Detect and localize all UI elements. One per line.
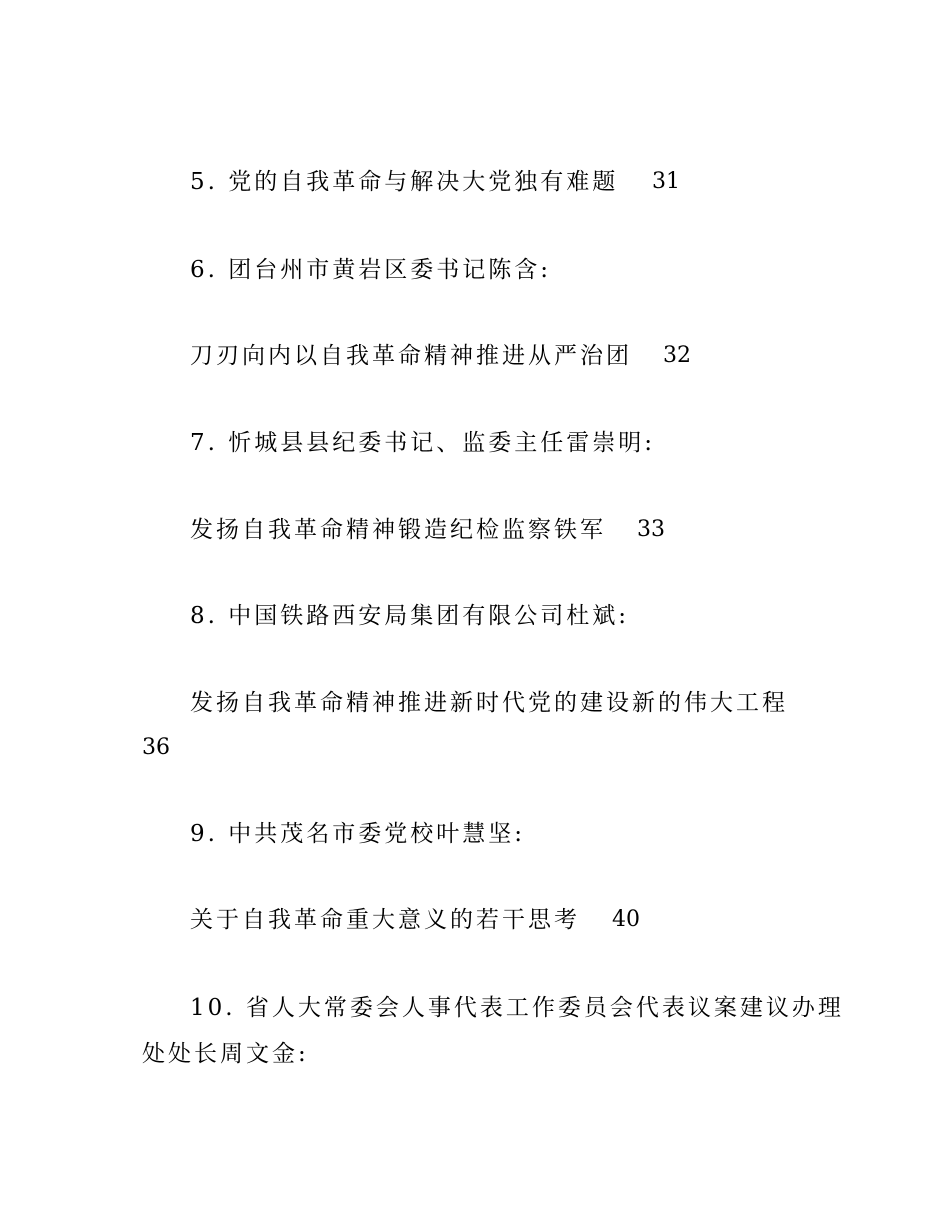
toc-entry-5-title: 5. 党的自我革命与解决大党独有难题 <box>190 169 619 195</box>
toc-entry-10-heading-line1: 10. 省人大常委会人事代表工作委员会代表议案建议办理 <box>190 995 844 1021</box>
toc-entry-6-title: 刀刃向内以自我革命精神推进从严治团 <box>190 343 632 369</box>
toc-entry-8-page-number: 36 <box>142 735 170 760</box>
toc-entry-5-page-number: 31 <box>652 169 680 194</box>
toc-entry-8-heading: 8. 中国铁路西安局集团有限公司杜斌: <box>190 603 630 629</box>
toc-entry-9-heading: 9. 中共茂名市委党校叶慧坚: <box>190 821 526 847</box>
toc-entry-7-page-number: 33 <box>637 517 665 542</box>
toc-entry-7-title: 发扬自我革命精神锻造纪检监察铁军 <box>190 517 606 543</box>
toc-entry-6-page-number: 32 <box>663 343 691 368</box>
toc-entry-8-title: 发扬自我革命精神推进新时代党的建设新的伟大工程 <box>190 690 788 716</box>
toc-entry-9-title: 关于自我革命重大意义的若干思考 <box>190 907 580 933</box>
toc-entry-7-heading: 7. 忻城县县纪委书记、监委主任雷崇明: <box>190 430 656 456</box>
toc-entry-9-page-number: 40 <box>612 907 640 932</box>
toc-entry-10-heading-line2: 处处长周文金: <box>142 1041 309 1067</box>
toc-entry-6-heading: 6. 团台州市黄岩区委书记陈含: <box>190 257 552 283</box>
